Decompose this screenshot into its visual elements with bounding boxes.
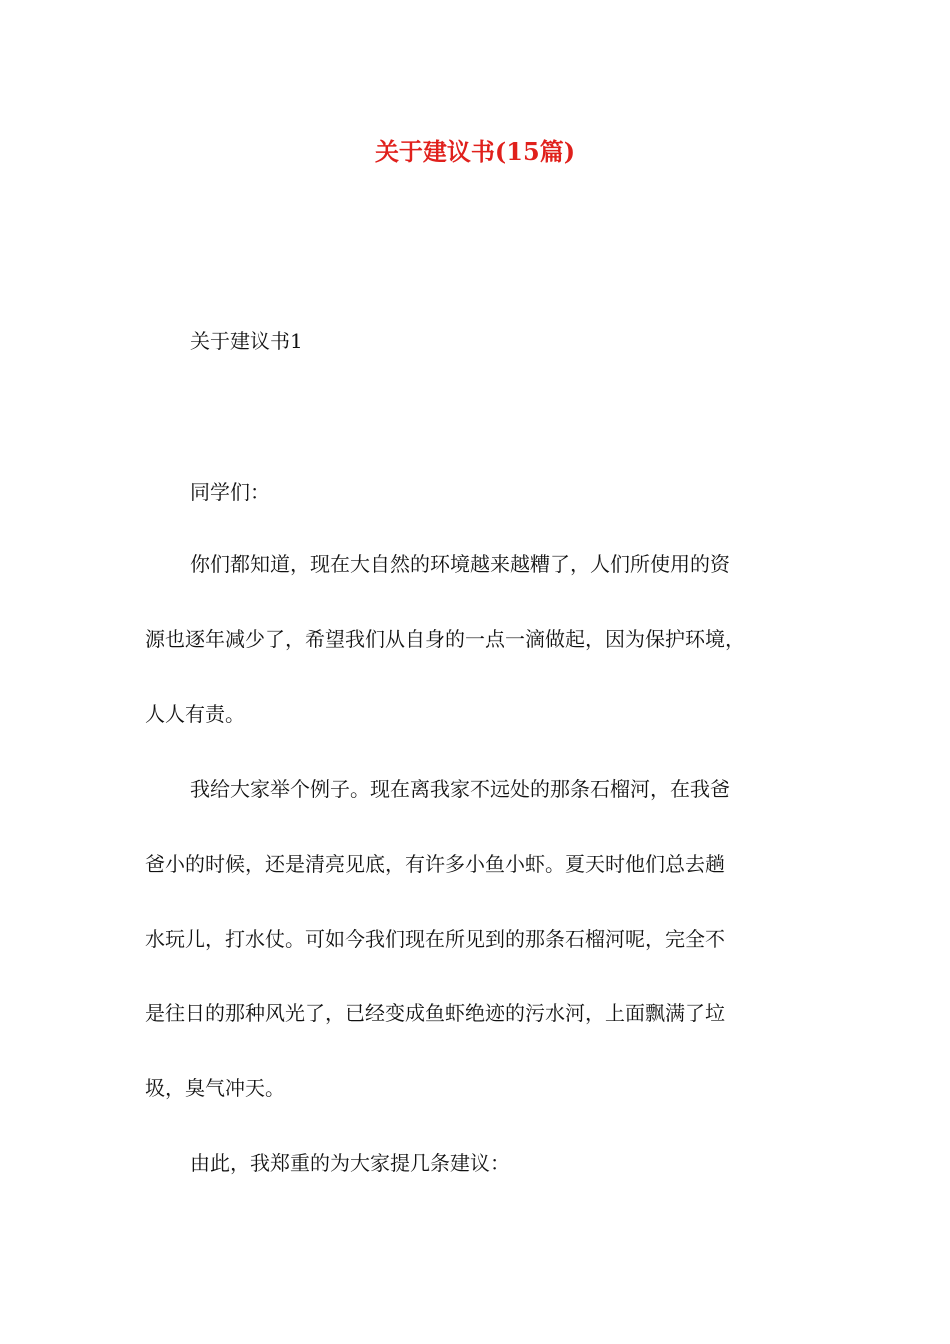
- paragraph-2-line-1: 我给大家举个例子。现在离我家不远处的那条石榴河，在我爸: [190, 777, 730, 801]
- paragraph-2-line-4: 是往日的那种风光了，已经变成鱼虾绝迹的污水河，上面飘满了垃: [145, 1001, 725, 1025]
- document-title: 关于建议书(15篇): [374, 137, 576, 166]
- salutation: 同学们：: [190, 480, 270, 504]
- section-heading: 关于建议书1: [190, 329, 303, 353]
- paragraph-2-line-2: 爸小的时候，还是清亮见底，有许多小鱼小虾。夏天时他们总去趟: [145, 852, 725, 876]
- paragraph-1-line-1: 你们都知道，现在大自然的环境越来越糟了，人们所使用的资: [190, 552, 730, 576]
- paragraph-3-line-1: 由此，我郑重的为大家提几条建议：: [190, 1151, 510, 1175]
- paragraph-1-line-2: 源也逐年减少了，希望我们从自身的一点一滴做起，因为保护环境，: [145, 627, 745, 651]
- paragraph-1-line-3: 人人有责。: [145, 702, 245, 726]
- paragraph-2-line-5: 圾，臭气冲天。: [145, 1076, 285, 1100]
- paragraph-2-line-3: 水玩儿，打水仗。可如今我们现在所见到的那条石榴河呢，完全不: [145, 927, 725, 951]
